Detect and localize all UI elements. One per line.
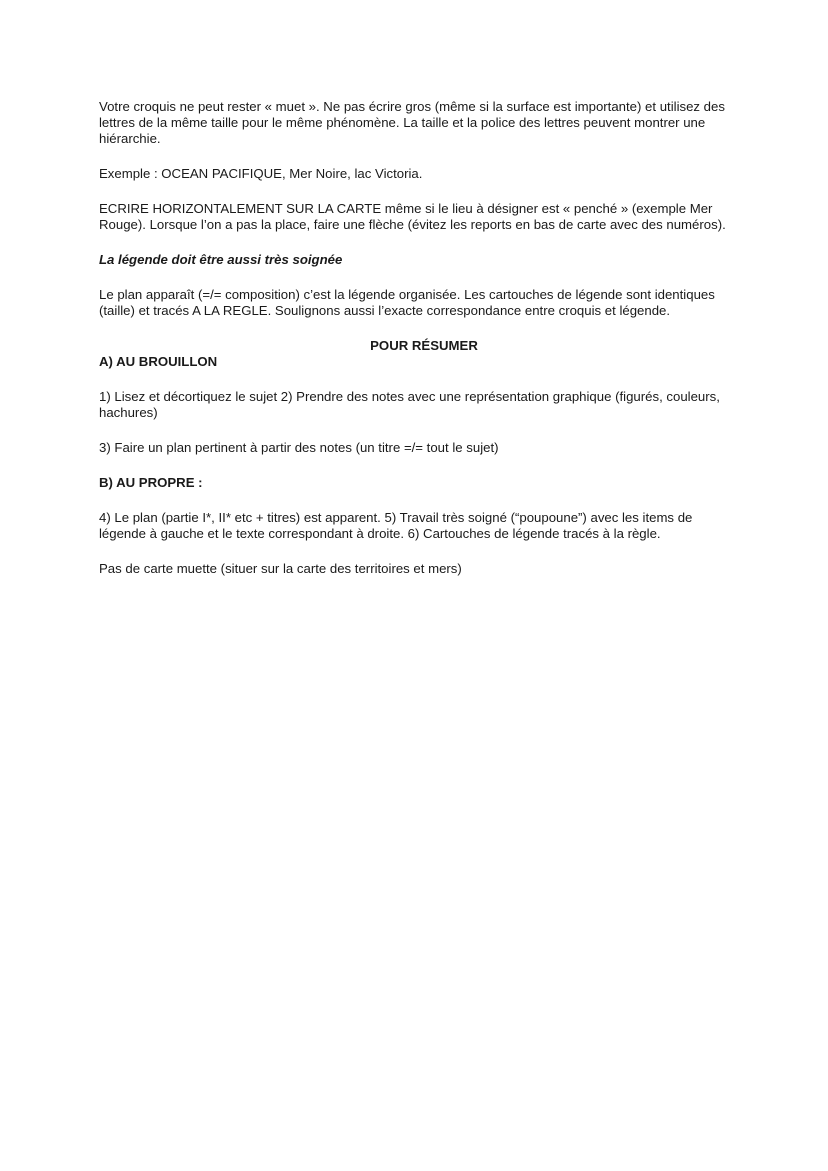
heading-au-propre: B) AU PROPRE : — [99, 475, 203, 490]
heading-au-brouillon: A) AU BROUILLON — [99, 354, 218, 369]
paragraph-carte-muette: Pas de carte muette (situer sur la carte des territoires et mers) — [99, 561, 462, 576]
section-title-pour-resumer: POUR RÉSUMER — [370, 338, 478, 353]
paragraph-brouillon-step-3: 3) Faire un plan pertinent à partir des notes (un titre =/= tout le sujet) — [99, 440, 499, 455]
paragraph-propre-steps: 4) Le plan (partie I*, II* etc + titres) est apparent. 5) Travail très soigné (“poupoune”) avec les items de légende à gauche et le texte correspondant à droite. 6) Cartouches de légende tracés à la règle. — [99, 510, 693, 541]
paragraph-croquis-muet: Votre croquis ne peut rester « muet ». Ne pas écrire gros (même si la surface est importante) et utilisez des lettres de la même taille pour le même phénomène. La taille et la police des lettres peuvent montrer une hiérarchie. — [99, 99, 725, 146]
paragraph-plan-apparait: Le plan apparaît (=/= composition) c’est la légende organisée. Les cartouches de légende sont identiques (taille) et tracés A LA REGLE. Soulignons aussi l’exacte correspondance entre croquis et légende. — [99, 287, 715, 318]
document-body — [99, 97, 739, 577]
heading-legende: La légende doit être aussi très soignée — [99, 252, 343, 267]
paragraph-ecrire-horizontalement: ECRIRE HORIZONTALEMENT SUR LA CARTE même si le lieu à désigner est « penché » (exemple Mer Rouge). Lorsque l’on a pas la place, faire une flèche (évitez les reports en bas de carte avec des numéros). — [99, 201, 726, 232]
paragraph-exemple: Exemple : OCEAN PACIFIQUE, Mer Noire, lac Victoria. — [99, 166, 423, 181]
paragraph-brouillon-steps: 1) Lisez et décortiquez le sujet 2) Prendre des notes avec une représentation graphique (figurés, couleurs, hachures) — [99, 389, 720, 420]
